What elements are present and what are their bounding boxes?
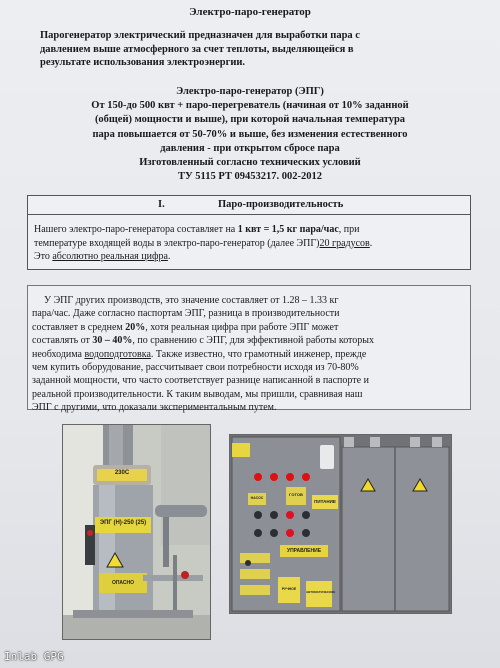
ready-label: ГОТОВ — [289, 492, 303, 497]
section2-line: пара/час. Даже согласно паспортам ЭПГ, разница в производительности — [32, 308, 340, 320]
auto-label: АВТОМАТИЧЕСКОЕ — [306, 590, 336, 594]
section1-text — [34, 223, 466, 264]
watermark: Inlab GPG — [4, 650, 64, 663]
intro-line: результате использования электроэнергии. — [40, 57, 246, 68]
section2-line: У ЭПГ других производств, это значение составляет от 1.28 – 1.33 кг — [44, 295, 339, 306]
control-cabinet-illustration — [230, 435, 451, 613]
intro-paragraph — [40, 29, 465, 70]
spec-line: (общей) мощности и выше), при которой начальная температура — [94, 114, 406, 126]
spec-line: Изготовленный согласно технических условий — [139, 157, 361, 169]
page-title: Электро-паро-генератор — [189, 6, 311, 18]
section1-table — [27, 195, 471, 270]
pump-label: НАСОС — [250, 496, 264, 500]
spec-block — [30, 85, 470, 184]
section2-line: составлять от 30 – 40%, по сравнению с ЭПГ, для эффективной работы которых — [32, 335, 375, 347]
warning-sign: ОПАСНО — [111, 580, 135, 586]
section1-header — [28, 196, 470, 215]
control-cabinet-photo — [229, 434, 452, 614]
control-label: УПРАВЛЕНИЕ — [286, 548, 322, 554]
section1-line: температуре входящей воды в электро-паро-генератор (далее ЭПГ)20 градусов. — [34, 237, 373, 249]
steam-generator-illustration — [63, 425, 210, 639]
section2-paragraph-box — [27, 285, 471, 414]
manual-label: РУЧНОЕ — [281, 587, 297, 591]
section2-text — [32, 294, 468, 415]
spec-line: пара повышается от 50-70% и выше, без изменения естественного — [92, 128, 408, 140]
section2-line: необходима водоподготовка. Также известно, что грамотный инженер, прежде — [32, 348, 367, 360]
power-label: ПИТАНИЕ — [314, 499, 336, 504]
spec-heading: Электро-паро-генератор (ЭПГ) — [176, 86, 324, 97]
intro-line: Парогенератор электрический предназначен для выработки пара с — [40, 30, 360, 41]
spec-line: От 150-до 500 квт + паро-перегреватель (начиная от 10% заданной — [91, 100, 409, 112]
section1-line: Нашего электро-паро-генератора составляет на 1 квт = 1,5 кг пара/час, при — [34, 224, 360, 235]
section2-line: составляет в среднем 20%, хотя реальная цифра при работе ЭПГ может — [32, 321, 339, 333]
section1-line: Это абсолютно реальная цифра. — [34, 251, 171, 262]
section2-line: чем купить оборудование, рассчитывает свои потребности исходя из 70-80% — [32, 362, 359, 374]
top-temperature-label: 230С — [114, 470, 130, 476]
steam-generator-photo — [62, 424, 211, 640]
spec-tu-number: ТУ 5115 РТ 09453217. 002-2012 — [177, 171, 323, 183]
intro-line: давлением выше атмосферного за счет теплоты, выделяющейся в — [40, 43, 354, 55]
section-title: Паро-производительность — [218, 199, 344, 210]
section-number: I. — [158, 199, 165, 210]
section2-line: заданной мощности, что часто соответствует разнице написанной в паспорте и — [32, 375, 369, 387]
spec-line: давления - при открытом сбросе пара — [160, 142, 340, 154]
section2-line: ЭПГ с другими, что доказали экспериментальным путем. — [32, 402, 277, 414]
section2-line: реальной производительности. К таким выводам, мы пришли, сравнивая наш — [32, 388, 363, 400]
unit-model-label: ЭПГ (Н)-250 (25) — [99, 520, 147, 526]
